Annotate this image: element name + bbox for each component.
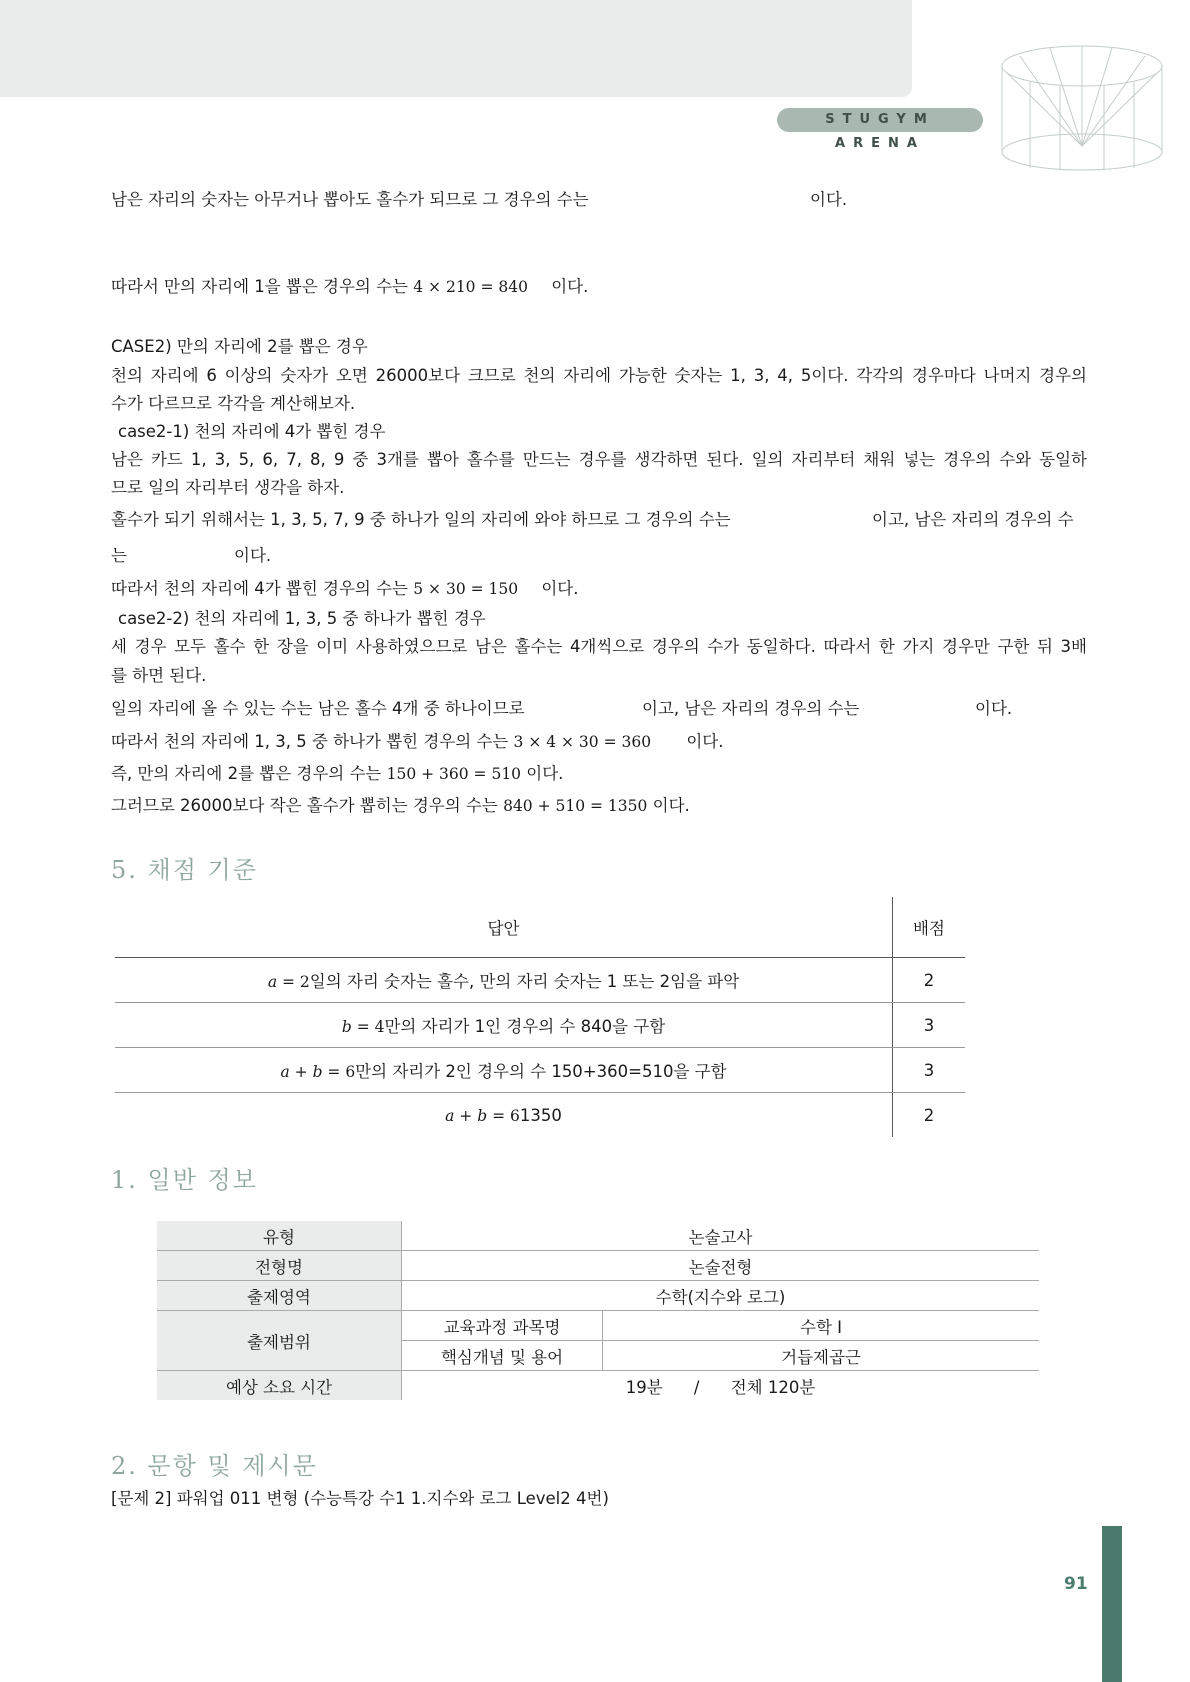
problem-heading: 2. 문항 및 제시문 xyxy=(111,1452,318,1480)
concept-value: 거듭제곱근 xyxy=(603,1341,1040,1371)
grading-heading: 5. 채점 기준 xyxy=(111,856,258,884)
cone-cylinder-illustration xyxy=(1000,42,1165,172)
case2-1-title: case2-1) 천의 자리에 4가 뽑힌 경우 xyxy=(118,422,386,441)
table-row xyxy=(115,1048,965,1093)
track-label: 전형명 xyxy=(157,1251,402,1281)
case2-paragraph-line2: 수가 다르므로 각각을 계산해보자. xyxy=(111,394,356,413)
track-value: 논술전형 xyxy=(402,1251,1040,1281)
math-expression: a = 2 xyxy=(267,973,310,991)
time-value-cell xyxy=(402,1371,1040,1401)
case2-sum-line xyxy=(111,760,563,784)
text: 이다. xyxy=(526,764,564,783)
curriculum-value: 수학 Ⅰ xyxy=(603,1311,1040,1341)
time-label: 예상 소요 시간 xyxy=(157,1371,402,1401)
case2-2-title: case2-2) 천의 자리에 1, 3, 5 중 하나가 뽑힌 경우 xyxy=(118,609,486,628)
score-cell: 3 xyxy=(893,1048,966,1093)
case2-2-result-line xyxy=(111,728,723,752)
text: 이다. xyxy=(551,277,589,296)
table-row xyxy=(157,1311,1039,1341)
answer-cell xyxy=(115,1003,893,1048)
table-row xyxy=(157,1371,1039,1401)
answer-text: 1350 xyxy=(519,1105,562,1125)
table-row xyxy=(115,1093,965,1138)
time-separator: / xyxy=(693,1377,700,1397)
general-info-heading: 1. 일반 정보 xyxy=(111,1166,258,1194)
text: 따라서 천의 자리에 1, 3, 5 중 하나가 뽑힌 경우의 수는 xyxy=(111,732,509,751)
text: 즉, 만의 자리에 2를 뽑은 경우의 수는 xyxy=(111,764,382,783)
case2-1-paragraph-line1: 남은 카드 1, 3, 5, 6, 7, 8, 9 중 3개를 뽑아 홀수를 만드는 경우를 생각하면 된다. 일의 자리부터 채워 넣는 경우의 수와 동일하 xyxy=(111,450,1087,469)
area-label: 출제영역 xyxy=(157,1281,402,1311)
text: 그러므로 26000보다 작은 홀수가 뽑히는 경우의 수는 xyxy=(111,796,498,815)
math-expression: 150 + 360 = 510 xyxy=(386,765,522,783)
page-number: 91 xyxy=(1064,1574,1088,1594)
math-expression: a + b = 6 xyxy=(445,1106,520,1125)
table-row xyxy=(157,1251,1039,1281)
score-cell: 2 xyxy=(893,958,966,1003)
case2-1-remaining-line: 는 xyxy=(111,546,127,565)
text: 이다. xyxy=(541,579,579,598)
final-answer-line xyxy=(111,792,690,816)
answer-column-header: 답안 xyxy=(115,897,893,958)
text: 따라서 천의 자리에 4가 뽑힌 경우의 수는 xyxy=(111,579,408,598)
answer-text: 만의 자리가 2인 경우의 수 150+360=510을 구함 xyxy=(355,1062,727,1081)
math-expression: 5 × 30 = 150 xyxy=(413,580,519,598)
answer-cell xyxy=(115,1093,893,1138)
brand-badge: STUGYM ARENA xyxy=(777,108,983,132)
case2-2-units-line: 일의 자리에 올 수 있는 수는 남은 홀수 4개 중 하나이므로 xyxy=(111,699,525,718)
score-column-header: 배점 xyxy=(893,897,966,958)
area-value: 수학(지수와 로그) xyxy=(402,1281,1040,1311)
time-total: 전체 120분 xyxy=(730,1377,816,1397)
general-info-table xyxy=(157,1221,1039,1400)
case2-paragraph-line1: 천의 자리에 6 이상의 숫자가 오면 26000보다 크므로 천의 자리에 가능한 숫자는 1, 3, 4, 5이다. 각각의 경우마다 나머지 경우의 xyxy=(111,366,1087,385)
text: 이다. xyxy=(686,732,724,751)
concept-label: 핵심개념 및 용어 xyxy=(402,1341,603,1371)
case2-2-units-line-end: 이다. xyxy=(975,699,1013,718)
table-row xyxy=(157,1221,1039,1251)
score-cell: 2 xyxy=(893,1093,966,1138)
answer-text: 일의 자리 숫자는 홀수, 만의 자리 숫자는 1 또는 2임을 파악 xyxy=(309,972,740,991)
math-expression: a + b = 6 xyxy=(280,1063,356,1081)
problem-source: [문제 2] 파워업 011 변형 (수능특강 수1 1.지수와 로그 Level2 4번) xyxy=(111,1489,609,1508)
case2-1-result-line xyxy=(111,575,578,599)
remaining-digits-line xyxy=(111,186,589,210)
type-label: 유형 xyxy=(157,1221,402,1251)
math-expression: 4 × 210 = 840 xyxy=(413,278,528,296)
case2-2-units-line-mid: 이고, 남은 자리의 경우의 수는 xyxy=(642,699,860,718)
case2-1-remaining-suffix: 이다. xyxy=(234,546,272,565)
math-expression: 3 × 4 × 30 = 360 xyxy=(513,733,652,751)
table-row xyxy=(115,1003,965,1048)
side-accent-bar xyxy=(1102,1526,1122,1682)
type-value: 논술고사 xyxy=(402,1221,1040,1251)
case2-1-paragraph-line2: 므로 일의 자리부터 생각을 하자. xyxy=(111,478,345,497)
score-cell: 3 xyxy=(893,1003,966,1048)
grading-header-row xyxy=(115,897,965,958)
curriculum-label: 교육과정 과목명 xyxy=(402,1311,603,1341)
text: 남은 자리의 숫자는 아무거나 뽑아도 홀수가 되므로 그 경우의 수는 xyxy=(111,190,589,209)
case2-title: CASE2) 만의 자리에 2를 뽑은 경우 xyxy=(111,337,368,356)
answer-cell xyxy=(115,958,893,1003)
answer-cell xyxy=(115,1048,893,1093)
math-expression: 840 + 510 = 1350 xyxy=(503,797,648,815)
time-value: 19분 xyxy=(625,1377,663,1397)
text: 따라서 만의 자리에 1을 뽑은 경우의 수는 xyxy=(111,277,408,296)
top-banner xyxy=(0,0,912,97)
answer-text: 만의 자리가 1인 경우의 수 840을 구함 xyxy=(384,1017,666,1036)
remaining-digits-suffix: 이다. xyxy=(810,190,848,209)
math-expression: b = 4 xyxy=(341,1018,385,1036)
grading-table xyxy=(115,897,965,1137)
case2-2-paragraph-line2: 를 하면 된다. xyxy=(111,666,207,685)
case2-1-odd-line-end: 이고, 남은 자리의 경우의 수 xyxy=(872,510,1074,529)
case2-1-odd-line: 홀수가 되기 위해서는 1, 3, 5, 7, 9 중 하나가 일의 자리에 와야 하므로 그 경우의 수는 xyxy=(111,510,731,529)
table-row xyxy=(115,958,965,1003)
scope-label: 출제범위 xyxy=(157,1311,402,1371)
table-row xyxy=(157,1281,1039,1311)
text: 이다. xyxy=(652,796,690,815)
case1-result-line xyxy=(111,273,588,297)
case2-2-paragraph-line1: 세 경우 모두 홀수 한 장을 이미 사용하였으므로 남은 홀수는 4개씩으로 경우의 수가 동일하다. 따라서 한 가지 경우만 구한 뒤 3배 xyxy=(111,637,1087,656)
